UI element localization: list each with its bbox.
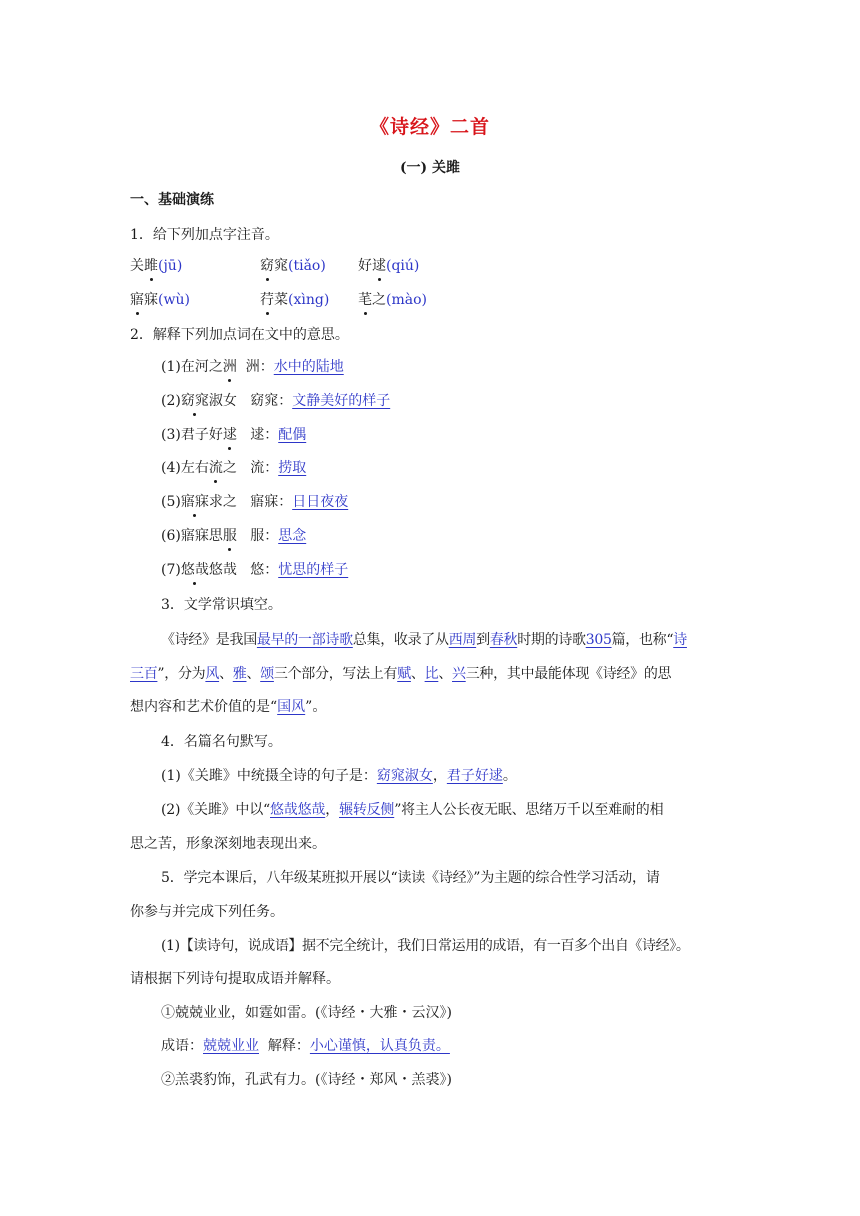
dotted-char: 窈	[260, 258, 274, 274]
dotted-word: 洲	[222, 359, 237, 375]
q1-row-1	[130, 256, 742, 276]
answer: 君子好逑	[446, 768, 503, 784]
text: 。	[502, 768, 517, 784]
item-number: (3)	[161, 427, 181, 443]
text: 成语：	[161, 1038, 203, 1054]
term-label: 悠：	[250, 562, 279, 578]
q5-stem: 5．学完本课后，八年级某班拟开展以“读读《诗经》”为主题的综合性学习活动，请	[161, 870, 660, 886]
answer: 国风	[277, 699, 306, 715]
term-label: 窈窕：	[250, 393, 293, 409]
text: ”，分为	[157, 666, 206, 682]
answer: 思念	[278, 528, 307, 544]
dotted-word: 悠哉	[180, 562, 209, 578]
q5-answer-1	[161, 1036, 773, 1056]
q1-stem: 1．给下列加点字注音。	[130, 227, 279, 243]
dotted-char: 雎	[144, 258, 158, 274]
q4-item-1	[161, 766, 773, 786]
text: (1)《关雎》中统摄全诗的句子是：	[161, 768, 377, 784]
answer: 最早的一部诗歌	[256, 632, 353, 648]
q4-stem: 4．名篇名句默写。	[161, 734, 282, 750]
item-number: (7)	[161, 562, 181, 578]
text: 在河之	[180, 359, 223, 375]
pinyin-item	[130, 256, 260, 276]
q2-item-5	[161, 492, 773, 512]
text: 《诗经》是我国	[161, 632, 257, 648]
q3-line-1	[161, 630, 742, 650]
answer: 西周	[448, 632, 477, 648]
text: 时期的诗歌	[517, 632, 586, 648]
pinyin-answer: (tiǎo)	[288, 258, 326, 274]
answer: 配偶	[278, 427, 307, 443]
q5-task-1: (1)【读诗句，说成语】据不完全统计，我们日常运用的成语，有一百多个出自《诗经》。	[161, 938, 690, 954]
text: 、	[219, 666, 233, 682]
poem-subtitle: (一) 关雎	[399, 160, 461, 176]
pinyin-item	[358, 290, 478, 310]
item-number: (1)	[161, 359, 181, 375]
dotted-char: 逑	[372, 258, 386, 274]
q3-line-3	[130, 697, 742, 717]
dotted-char: 芼	[358, 292, 372, 308]
text: 总集，收录了从	[352, 632, 449, 648]
answer: 春秋	[489, 632, 518, 648]
answer: 雅	[232, 666, 247, 682]
answer: 比	[424, 666, 439, 682]
dotted-char: 荇	[260, 292, 274, 308]
term-label: 服：	[250, 528, 279, 544]
text: 关	[130, 258, 144, 274]
text: 窕	[274, 258, 288, 274]
q5-task-1-cont: 请根据下列诗句提取成语并解释。	[130, 971, 340, 987]
q2-item-3	[161, 425, 773, 445]
q2-stem: 2．解释下列加点词在文中的意思。	[130, 327, 349, 343]
q3-stem: 3．文学常识填空。	[161, 597, 282, 613]
q4-item-2-cont: 思之苦，形象深刻地表现出来。	[130, 836, 326, 852]
q2-item-6	[161, 526, 773, 546]
text: 解释：	[259, 1038, 310, 1054]
answer: 兴	[452, 666, 466, 682]
dotted-word: 寤寐	[180, 494, 209, 510]
text: 菜	[274, 292, 288, 308]
text: ，	[432, 768, 447, 784]
dotted-word: 服	[222, 528, 237, 544]
text: 、	[246, 666, 261, 682]
answer: 文静美好的样子	[292, 393, 391, 409]
pinyin-item	[358, 256, 478, 276]
q2-item-4	[161, 458, 773, 478]
text: 篇，也称“	[611, 632, 674, 648]
answer: 窈窕淑女	[376, 768, 433, 784]
idiom-answer: 兢兢业业	[203, 1038, 259, 1054]
term-label: 流：	[250, 460, 279, 476]
pinyin-answer: (xìng)	[288, 292, 330, 308]
q5-example-2: ②羔裘豹饰，孔武有力。(《诗经・郑风・羔裘》)	[161, 1072, 452, 1088]
text: 好	[358, 258, 372, 274]
answer: 风	[205, 666, 220, 682]
pinyin-item	[260, 290, 350, 310]
term-label: 逑：	[250, 427, 279, 443]
q4-item-2	[161, 800, 742, 820]
text: 君子好	[180, 427, 223, 443]
q1-row-2	[130, 290, 742, 310]
answer: 305	[585, 632, 612, 648]
text: 悠哉	[208, 562, 237, 578]
pinyin-answer: (qiú)	[386, 258, 420, 274]
text: 淑女	[208, 393, 237, 409]
text: 到	[476, 632, 490, 648]
term-label: 洲：	[245, 359, 274, 375]
item-number: (2)	[161, 393, 181, 409]
q2-item-1	[161, 357, 773, 377]
answer: 忧思的样子	[278, 562, 349, 578]
text: 想内容和艺术价值的是“	[130, 699, 278, 715]
term-label: 寤寐：	[250, 494, 293, 510]
text: 之	[222, 460, 237, 476]
answer: 日日夜夜	[292, 494, 349, 510]
answer: 诗	[673, 632, 687, 648]
text: 左右	[180, 460, 209, 476]
text: 寤寐思	[180, 528, 223, 544]
text: 三个部分，写法上有	[273, 666, 398, 682]
answer: 颂	[260, 666, 274, 682]
q5-example-1: ①兢兢业业，如霆如雷。(《诗经・大雅・云汉》)	[161, 1005, 452, 1021]
text: ，	[325, 802, 340, 818]
pinyin-answer: (wù)	[158, 292, 190, 308]
item-number: (4)	[161, 460, 181, 476]
pinyin-item	[130, 290, 260, 310]
dotted-word: 流	[208, 460, 223, 476]
answer: 辗转反侧	[339, 802, 395, 818]
pinyin-answer: (mào)	[386, 292, 427, 308]
item-number: (6)	[161, 528, 181, 544]
text: 求之	[208, 494, 237, 510]
dotted-word: 窈窕	[180, 393, 209, 409]
answer: 赋	[397, 666, 411, 682]
text: ”。	[305, 699, 327, 715]
text: 寐	[144, 292, 158, 308]
pinyin-item	[260, 256, 350, 276]
answer: 三百	[130, 666, 158, 682]
text: 、	[438, 666, 453, 682]
q2-item-7	[161, 560, 773, 580]
text: (2)《关雎》中以“	[161, 802, 270, 818]
answer: 悠哉悠哉	[270, 802, 326, 818]
dotted-word: 逑	[222, 427, 237, 443]
q3-line-2	[130, 664, 742, 684]
item-number: (5)	[161, 494, 181, 510]
pinyin-answer: (jū)	[158, 258, 183, 274]
answer: 捞取	[278, 460, 307, 476]
section-heading: 一、基础演练	[130, 192, 214, 208]
text: 三种，其中最能体现《诗经》的思	[465, 666, 672, 682]
page-title: 《诗经》二首	[369, 116, 490, 138]
answer: 水中的陆地	[273, 359, 344, 375]
explanation-answer: 小心谨慎，认真负责。	[309, 1038, 450, 1054]
dotted-char: 寤	[130, 292, 144, 308]
text: 、	[410, 666, 425, 682]
text: ”将主人公长夜无眠、思绪万千以至难耐的相	[394, 802, 664, 818]
text: 之	[372, 292, 386, 308]
q5-stem-cont: 你参与并完成下列任务。	[130, 904, 284, 920]
q2-item-2	[161, 391, 773, 411]
